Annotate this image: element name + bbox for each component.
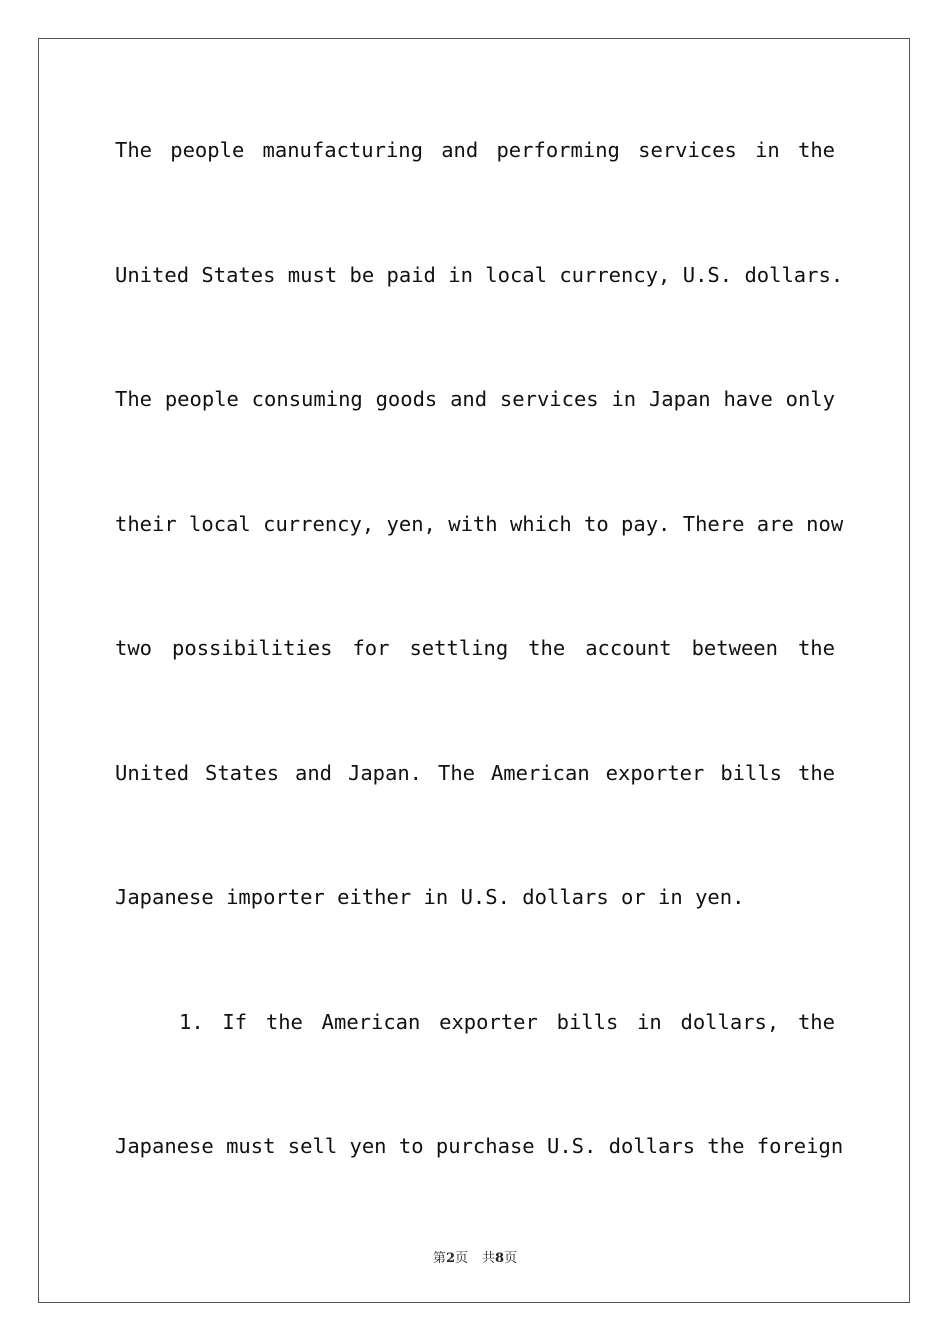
page-footer [0, 1247, 950, 1266]
text-line: Japanese must sell yen to purchase U.S. dollars the foreign [115, 1134, 844, 1158]
total-suffix: 页 [504, 1251, 518, 1266]
total-pages: 8 [495, 1251, 505, 1266]
text-line: United States must be paid in local currency, U.S. dollars. [115, 262, 844, 287]
text-line: The people consuming goods and services in Japan have only [115, 387, 835, 411]
text-line: United States and Japan. The American exporter bills the [115, 760, 835, 785]
text-line: Japanese importer either in U.S. dollars or in yen. [115, 885, 745, 909]
page-number: 2 [445, 1251, 455, 1266]
page-prefix: 第 [432, 1251, 446, 1266]
total-prefix: 共 [482, 1251, 496, 1266]
page-suffix: 页 [454, 1251, 468, 1266]
text-line: two possibilities for settling the account between the [115, 636, 835, 660]
document-body [115, 125, 844, 1246]
text-line: The people manufacturing and performing services in the [115, 138, 835, 162]
text-line: their local currency, yen, with which to pay. There are now [115, 511, 844, 536]
list-item-line: 1. If the American exporter bills in dollars, the [179, 1009, 835, 1034]
